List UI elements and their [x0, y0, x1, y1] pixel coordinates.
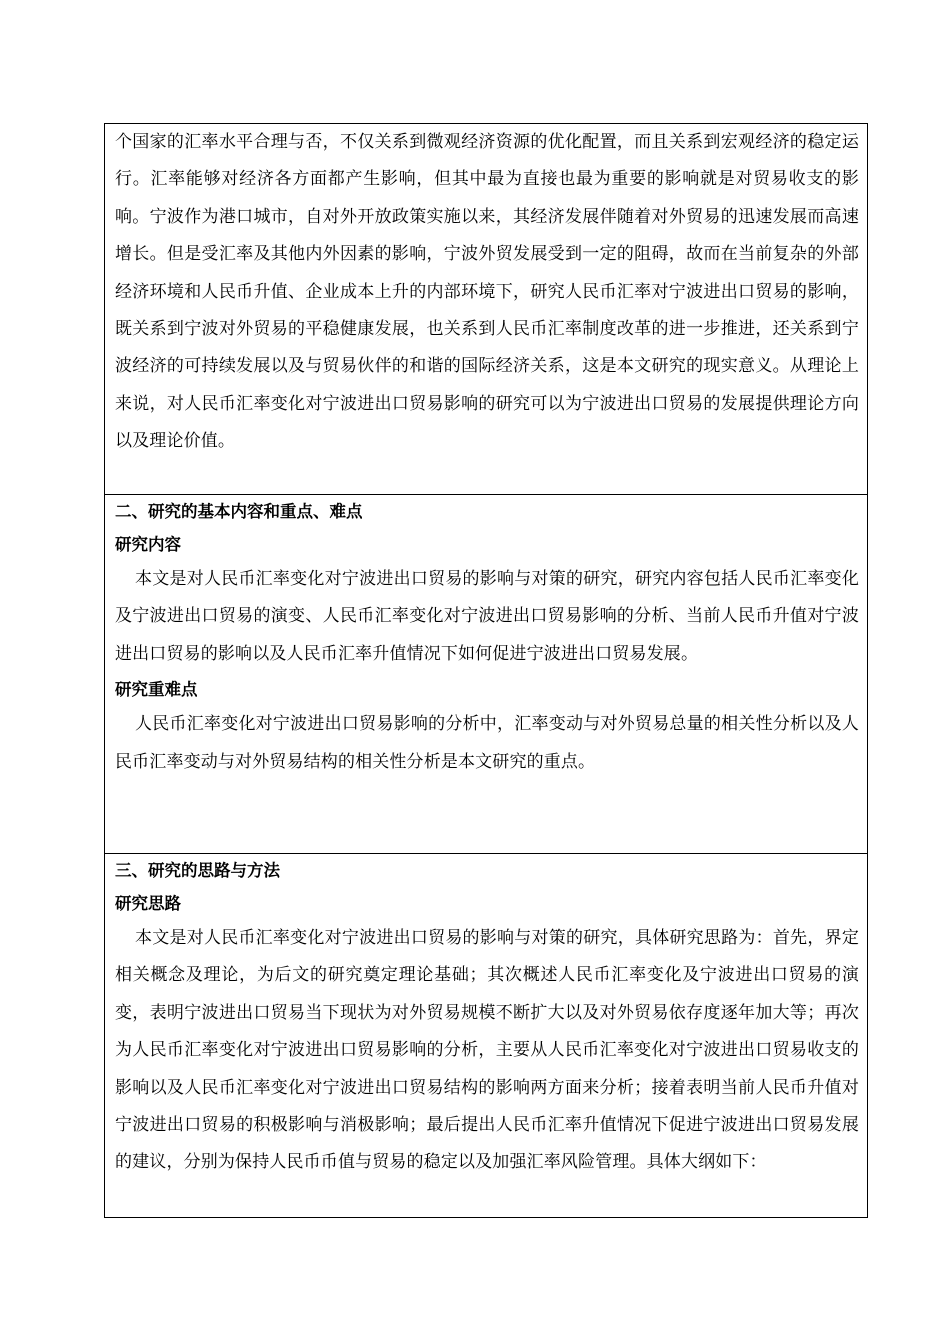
- research-content-paragraph: 本文是对人民币汇率变化对宁波进出口贸易的影响与对策的研究，研究内容包括人民币汇率变化及宁波进出口贸易的演变、人民币汇率变化对宁波进出口贸易影响的分析、当前人民币升值对宁波进出口贸易的影响以及人民币汇率升值情况下如何促进宁波进出口贸易发展。: [115, 569, 859, 664]
- research-approach-cell: [105, 853, 867, 1217]
- significance-paragraph: 个国家的汇率水平合理与否，不仅关系到微观经济资源的优化配置，而且关系到宏观经济的稳定运行。汇率能够对经济各方面都产生影响，但其中最为直接也最为重要的影响就是对贸易收支的影响。宁波作为港口城市，自对外开放政策实施以来，其经济发展伴随着对外贸易的迅速发展而高速增长。但是受汇率及其他内外因素的影响，宁波外贸发展受到一定的阻碍，故而在当前复杂的外部经济环境和人民币升值、企业成本上升的内部环境下，研究人民币汇率对宁波进出口贸易的影响，既关系到宁波对外贸易的平稳健康发展，也关系到人民币汇率制度改革的进一步推进，还关系到宁波经济的可持续发展以及与贸易伙伴的和谐的国际经济关系，这是本文研究的现实意义。从理论上来说，对人民币汇率变化对宁波进出口贸易影响的研究可以为宁波进出口贸易的发展提供理论方向以及理论价值。: [115, 132, 859, 452]
- research-approach-paragraph: 本文是对人民币汇率变化对宁波进出口贸易的影响与对策的研究，具体研究思路为：首先，界定相关概念及理论，为后文的研究奠定理论基础；其次概述人民币汇率变化及宁波进出口贸易的演变，表明宁波进出口贸易当下现状为对外贸易规模不断扩大以及对外贸易依存度逐年加大等；再次为人民币汇率变化对宁波进出口贸易影响的分析，主要从人民币汇率变化对宁波进出口贸易收支的影响以及人民币汇率变化对宁波进出口贸易结构的影响两方面来分析；接着表明当前人民币升值对宁波进出口贸易的积极影响与消极影响；最后提出人民币汇率升值情况下促进宁波进出口贸易发展的建议，分别为保持人民币币值与贸易的稳定以及加强汇率风险管理。具体大纲如下：: [115, 928, 859, 1173]
- research-significance-cell: [105, 124, 867, 494]
- subheading-key-difficulties: 研究重难点: [115, 680, 198, 700]
- research-content-cell: [105, 494, 867, 853]
- key-difficulties-paragraph: 人民币汇率变化对宁波进出口贸易影响的分析中，汇率变动与对外贸易总量的相关性分析以及人民币汇率变动与对外贸易结构的相关性分析是本文研究的重点。: [115, 714, 859, 772]
- subheading-research-content: 研究内容: [115, 535, 181, 554]
- section-heading-approach: 三、研究的思路与方法: [115, 861, 280, 880]
- proposal-table: [104, 123, 868, 1218]
- section-heading-content: 二、研究的基本内容和重点、难点: [115, 502, 363, 521]
- subheading-research-approach: 研究思路: [115, 894, 181, 913]
